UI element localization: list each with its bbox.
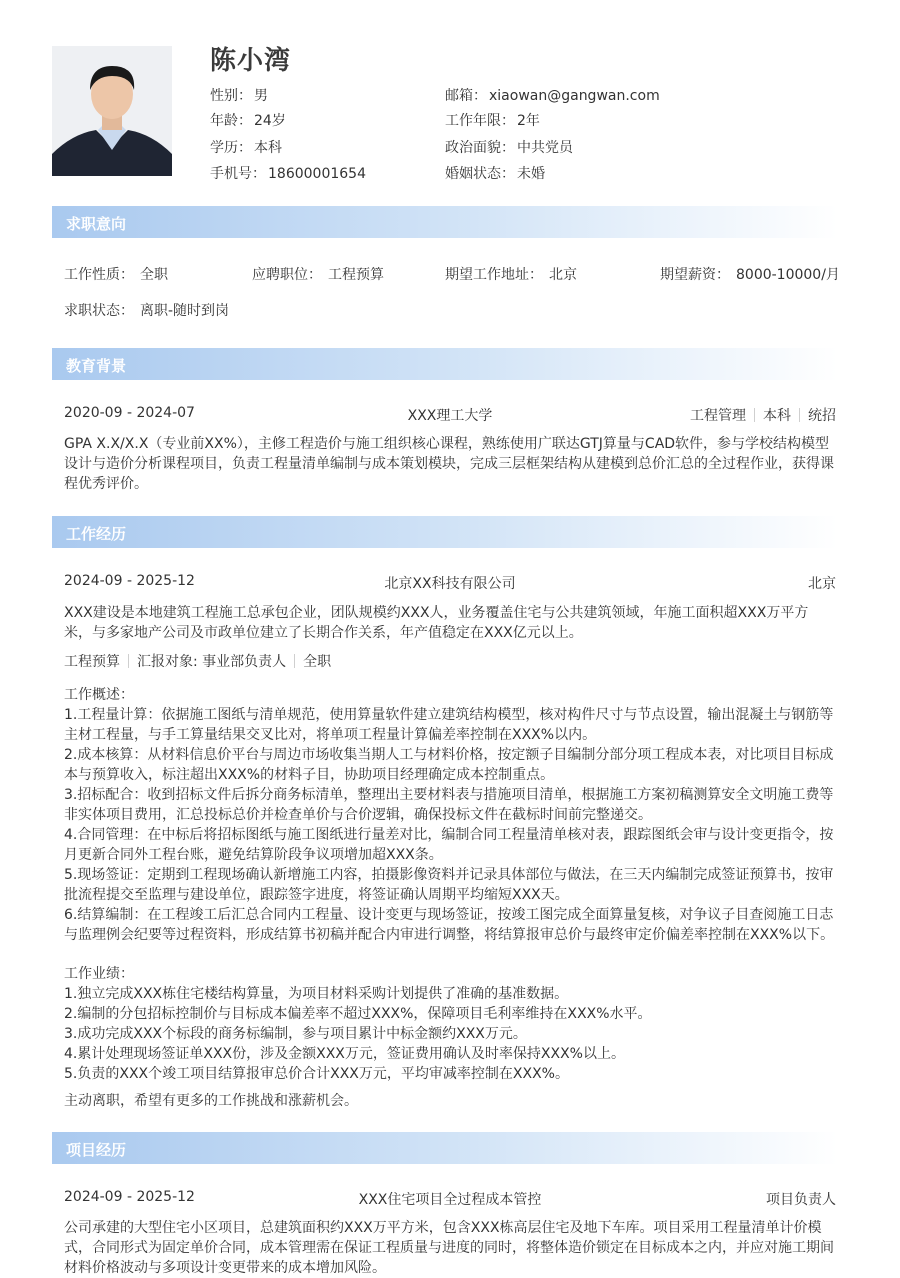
- achievements-title: 工作业绩：: [64, 966, 134, 982]
- phone-label: 手机号：: [210, 166, 266, 182]
- section-header-education: [52, 348, 838, 380]
- age-label: 年龄：: [210, 113, 252, 129]
- age-value: 24岁: [254, 113, 286, 129]
- company-name: 北京XX科技有限公司: [384, 576, 516, 592]
- education-dates: 2020-09 - 2024-07: [64, 405, 195, 421]
- intent-status-label: 求职状态：: [64, 303, 134, 319]
- overview-item: 5.现场签证：定期到工程现场确认新增施工内容，拍摄影像资料并记录具体部位与做法，在三天内编制完成签证预算书，按审批流程提交至监理与建设单位，跟踪签字进度，将签证确认周期平均缩短XXX天。: [64, 867, 834, 903]
- email-field: [445, 85, 660, 105]
- education-description: GPA X.X/X.X（专业前XX%），主修工程造价与施工组织核心课程，熟练使用广联达GTJ算量与CAD软件，参与学校结构模型设计与造价分析课程项目，负责工程量清单编制与成本策划模块，完成三层框架结构从建模到总价汇总的全过程作业，获得课程优秀评价。: [64, 436, 834, 492]
- work-role: 工程预算: [64, 654, 120, 670]
- age-field: [210, 110, 286, 130]
- overview-item: 6.结算编制：在工程竣工后汇总合同内工程量、设计变更与现场签证，按竣工图完成全面算量复核，对争议子目查阅施工日志与监理例会纪要等过程资料，形成结算书初稿并配合内审进行调整，将结算报审总价与最终审定价偏差率控制在XXX%以下。: [64, 907, 835, 943]
- education-tags: [690, 405, 836, 425]
- achievement-item: 4.累计处理现场签证单XXX份，涉及金额XXX万元，签证费用确认及时率保持XXX%以上。: [64, 1046, 625, 1062]
- work-achievements: [64, 964, 836, 1084]
- leave-reason: 主动离职，希望有更多的工作挑战和涨薪机会。: [64, 1093, 358, 1109]
- education-level-value: 本科: [254, 140, 282, 156]
- separator: [799, 408, 800, 422]
- marital-field: [445, 163, 545, 183]
- overview-item: 3.招标配合：收到招标文件后拆分商务标清单，整理出主要材料表与措施项目清单，根据施工方案初稿测算安全文明施工费等非实体项目费用，汇总投标总价并检查单价与合价逻辑，确保投标文件在截标时间前完整递交。: [64, 787, 834, 823]
- section-header-intent: [52, 206, 838, 238]
- intent-salary-label: 期望薪资：: [660, 267, 730, 283]
- work-tags: [64, 651, 331, 671]
- separator: [128, 654, 129, 668]
- marital-value: 未婚: [517, 166, 545, 182]
- gender-field: [210, 85, 268, 105]
- experience-value: 2年: [517, 113, 540, 129]
- experience-label: 工作年限：: [445, 113, 515, 129]
- intent-status: [64, 300, 229, 320]
- project-name: XXX住宅项目全过程成本管控: [358, 1192, 542, 1208]
- intent-position-label: 应聘职位：: [252, 267, 322, 283]
- work-dates: 2024-09 - 2025-12: [64, 573, 195, 589]
- overview-item: 1.工程量计算：依据施工图纸与清单规范，使用算量软件建立建筑结构模型，核对构件尺寸与节点设置，输出混凝土与钢筋等主材工程量，与手工算量结果交叉比对，将单项工程量计算偏差率控制在XXX%以内。: [64, 707, 834, 743]
- project-role: 项目负责人: [766, 1192, 836, 1208]
- achievement-item: 5.负责的XXX个竣工项目结算报审总价合计XXX万元，平均审减率控制在XXX%。: [64, 1066, 569, 1082]
- work-report-to: 汇报对象: 事业部负责人: [137, 654, 287, 670]
- marital-label: 婚姻状态：: [445, 166, 515, 182]
- gender-label: 性别：: [210, 88, 252, 104]
- overview-item: 4.合同管理：在中标后将招标图纸与施工图纸进行量差对比，编制合同工程量清单核对表，跟踪图纸会审与设计变更指令，按月更新合同外工程台账，避免结算阶段争议项增加超XXX条。: [64, 827, 834, 863]
- major: 工程管理: [690, 408, 746, 424]
- intent-location: [445, 264, 577, 284]
- overview-title: 工作概述：: [64, 687, 134, 703]
- intent-position: [252, 264, 384, 284]
- education-level-field: [210, 137, 282, 157]
- education-level-label: 学历：: [210, 140, 252, 156]
- section-title: 求职意向: [66, 215, 127, 233]
- achievement-item: 3.成功完成XXX个标段的商务标编制，参与项目累计中标金额约XXX万元。: [64, 1026, 527, 1042]
- achievement-item: 1.独立完成XXX栋住宅楼结构算量，为项目材料采购计划提供了准确的基准数据。: [64, 986, 569, 1002]
- phone-value: 18600001654: [268, 166, 366, 182]
- section-header-project: [52, 1132, 838, 1164]
- intent-location-value: 北京: [549, 267, 577, 283]
- gender-value: 男: [254, 88, 268, 104]
- intent-type-value: 全职: [140, 267, 168, 283]
- intent-salary: [660, 264, 840, 284]
- section-header-work: [52, 516, 838, 548]
- achievement-item: 2.编制的分包招标控制价与目标成本偏差率不超过XXX%，保障项目毛利率维持在XXX%水平。: [64, 1006, 652, 1022]
- project-description: 公司承建的大型住宅小区项目，总建筑面积约XXX万平方米，包含XXX栋高层住宅及地下车库。项目采用工程量清单计价模式，合同形式为固定单价合同，成本管理需在保证工程质量与进度的同时，将整体造价锁定在目标成本之内，并应对施工期间材料价格波动与多项设计变更带来的成本增加风险。: [64, 1220, 834, 1276]
- intent-type-label: 工作性质：: [64, 267, 134, 283]
- separator: [754, 408, 755, 422]
- politics-value: 中共党员: [517, 140, 573, 156]
- intent-status-value: 离职-随时到岗: [140, 303, 230, 319]
- intent-location-label: 期望工作地址：: [445, 267, 543, 283]
- section-title: 工作经历: [66, 525, 127, 543]
- school-name: XXX理工大学: [407, 408, 493, 424]
- politics-field: [445, 137, 573, 157]
- intent-salary-value: 8000-10000/月: [736, 267, 840, 283]
- email-value: xiaowan@gangwan.com: [489, 88, 660, 104]
- intent-type: [64, 264, 168, 284]
- overview-item: 2.成本核算：从材料信息价平台与周边市场收集当期人工与材料价格，按定额子目编制分部分项工程成本表，对比项目目标成本与预算收入，标注超出XXX%的材料子目，协助项目经理确定成本控制重点。: [64, 747, 834, 783]
- work-overview: [64, 685, 836, 945]
- phone-field: [210, 163, 366, 183]
- company-intro: XXX建设是本地建筑工程施工总承包企业，团队规模约XXX人，业务覆盖住宅与公共建筑领域，年施工面积超XXX万平方米，与多家地产公司及市政单位建立了长期合作关系，年产值稳定在XXX亿元以上。: [64, 605, 809, 641]
- separator: [294, 654, 295, 668]
- section-title: 项目经历: [66, 1141, 127, 1159]
- work-employment: 全职: [303, 654, 332, 670]
- section-title: 教育背景: [66, 357, 127, 375]
- enrollment-type: 统招: [808, 408, 836, 424]
- intent-position-value: 工程预算: [328, 267, 384, 283]
- politics-label: 政治面貌：: [445, 140, 515, 156]
- email-label: 邮箱：: [445, 88, 487, 104]
- degree: 本科: [763, 408, 791, 424]
- experience-field: [445, 110, 540, 130]
- profile-photo: [52, 46, 172, 176]
- work-city: 北京: [808, 576, 836, 592]
- project-dates: 2024-09 - 2025-12: [64, 1189, 195, 1205]
- candidate-name: 陈小湾: [210, 46, 292, 76]
